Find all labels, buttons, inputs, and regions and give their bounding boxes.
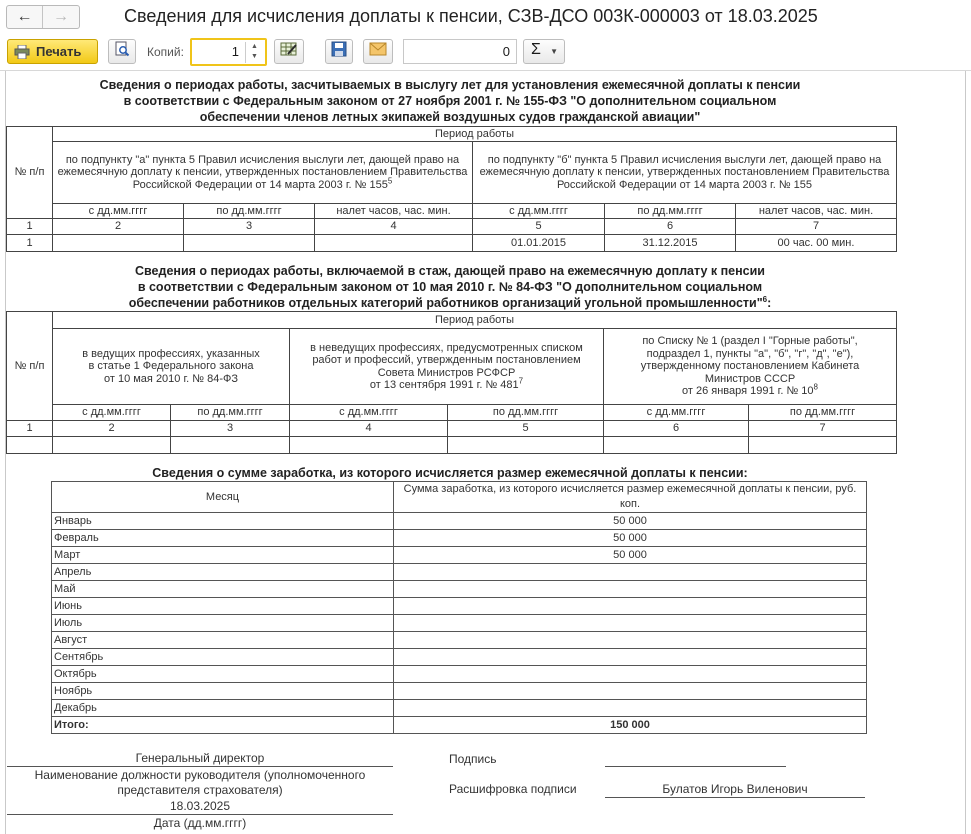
section1-group-a-text: по подпункту "а" пункта 5 Правил исчисления выслуги лет, дающей право на ежемесячную доплату к пенсии, утвержденных постановлением Правительства Российской Федерации от 14 марта 2003 г. № 155 bbox=[57, 153, 468, 191]
table-row bbox=[52, 530, 867, 547]
save-icon bbox=[331, 41, 347, 62]
sum-field[interactable]: 0 bbox=[403, 39, 517, 64]
section2-group-b-line: в неведущих профессиях, предусмотренных списком bbox=[310, 341, 583, 354]
section1-col-number: 4 bbox=[315, 219, 473, 235]
table-row bbox=[7, 437, 897, 454]
table-cell bbox=[53, 235, 184, 252]
section1-title-line2: в соответствии с Федеральным законом от 27 ноября 2001 г. № 155-ФЗ "О дополнительном социальном bbox=[123, 94, 777, 108]
month-cell: Январь bbox=[52, 513, 394, 530]
document-area[interactable] bbox=[0, 70, 971, 833]
section2-group-c bbox=[604, 329, 897, 405]
decode-underline bbox=[605, 797, 865, 798]
sum-cell bbox=[394, 632, 867, 649]
month-cell: Октябрь bbox=[52, 666, 394, 683]
section2-col-label: по дд.мм.гггг bbox=[171, 405, 290, 421]
section2-num-header: № п/п bbox=[7, 312, 53, 421]
section2-period-header: Период работы bbox=[53, 312, 897, 329]
month-cell: Апрель bbox=[52, 564, 394, 581]
toolbar bbox=[0, 36, 971, 70]
section2-group-a-line: в статье 1 Федерального закона bbox=[88, 360, 254, 373]
section2-group-a-line: от 10 мая 2010 г. № 84-ФЗ bbox=[103, 372, 239, 385]
save-button[interactable] bbox=[325, 39, 353, 64]
date-value: 18.03.2025 bbox=[169, 799, 231, 813]
table-cell: 01.01.2015 bbox=[473, 235, 605, 252]
section2-group-b-line bbox=[292, 376, 601, 392]
month-cell: Июнь bbox=[52, 598, 394, 615]
copies-spinner[interactable]: ▲ ▼ bbox=[245, 42, 263, 63]
section1-col-label: по дд.мм.гггг bbox=[184, 204, 315, 219]
table-row bbox=[52, 581, 867, 598]
sum-cell bbox=[394, 581, 867, 598]
section2-group-b-note: 7 bbox=[518, 376, 524, 386]
section2-group-c-line: подраздел 1, пункты "а", "б", "г", "д", "е"), bbox=[646, 347, 854, 360]
month-cell: Июль bbox=[52, 615, 394, 632]
section3-title: Сведения о сумме заработка, из которого исчисляется размер ежемесячной доплаты к пенсии: bbox=[152, 466, 748, 480]
section1-num-header: № п/п bbox=[7, 127, 53, 219]
section1-col-number: 1 bbox=[7, 219, 53, 235]
table-row bbox=[52, 666, 867, 683]
month-cell: Май bbox=[52, 581, 394, 598]
sum-cell bbox=[394, 598, 867, 615]
date-caption: Дата (дд.мм.гггг) bbox=[153, 816, 247, 830]
printer-icon bbox=[14, 45, 30, 59]
section2-group-b bbox=[290, 329, 604, 405]
sum-cell: 50 000 bbox=[394, 547, 867, 564]
preview-icon bbox=[114, 41, 130, 62]
table-row bbox=[7, 235, 897, 252]
table-row bbox=[52, 615, 867, 632]
section2-col-number: 5 bbox=[448, 421, 604, 437]
section1-group-a bbox=[53, 142, 473, 204]
section1-col-number: 6 bbox=[605, 219, 736, 235]
section1-group-a-note: 5 bbox=[387, 176, 393, 186]
section1-col-number: 7 bbox=[736, 219, 897, 235]
section1-col-number: 3 bbox=[184, 219, 315, 235]
navigation-buttons bbox=[6, 5, 80, 29]
sign-label: Подпись bbox=[449, 752, 497, 766]
section2-group-b-line: работ и профессий, утвержденным постановлением bbox=[312, 354, 581, 366]
section2-group-c-note: 8 bbox=[813, 382, 818, 392]
section2-title-line1: Сведения о периодах работы, включаемой в стаж, дающей право на ежемесячную доплату к пенсии bbox=[135, 264, 765, 278]
table-row bbox=[52, 598, 867, 615]
sum-header: Сумма заработка, из которого исчисляется размер ежемесячной доплаты к пенсии, руб. коп. bbox=[394, 482, 867, 513]
section1-col-label: с дд.мм.гггг bbox=[473, 204, 605, 219]
section2-title-note: 6 bbox=[762, 294, 768, 304]
month-cell: Февраль bbox=[52, 530, 394, 547]
section2-group-a-line: в ведущих профессиях, указанных bbox=[82, 347, 260, 360]
copies-value: 1 bbox=[231, 44, 239, 59]
month-cell: Декабрь bbox=[52, 700, 394, 717]
title-bar bbox=[0, 0, 971, 36]
forward-arrow-icon: → bbox=[53, 8, 69, 25]
chevron-down-icon: ▼ bbox=[550, 47, 558, 56]
month-cell: Сентябрь bbox=[52, 649, 394, 666]
decode-value: Булатов Игорь Виленович bbox=[662, 782, 808, 796]
decode-label: Расшифровка подписи bbox=[449, 782, 577, 796]
sum-cell bbox=[394, 666, 867, 683]
table-row bbox=[52, 649, 867, 666]
section1-col-label: с дд.мм.гггг bbox=[53, 204, 184, 219]
salary-table bbox=[51, 481, 867, 734]
window-title: Сведения для исчисления доплаты к пенсии, СЗВ-ДСО 003К-000003 от 18.03.2025 bbox=[124, 6, 818, 26]
section2-col-label: с дд.мм.гггг bbox=[53, 405, 171, 421]
section1-col-label: по дд.мм.гггг bbox=[605, 204, 736, 219]
position-underline bbox=[7, 766, 393, 767]
section1-title-line1: Сведения о периодах работы, засчитываемых в выслугу лет для установления ежемесячной доплаты к пенсии bbox=[99, 78, 801, 92]
section1-col-number: 5 bbox=[473, 219, 605, 235]
sum-cell bbox=[394, 564, 867, 581]
section2-title-line2: в соответствии с Федеральным законом от 10 мая 2010 г. № 84-ФЗ "О дополнительном социальном bbox=[137, 280, 763, 294]
section2-group-a bbox=[53, 329, 290, 405]
section2-col-number: 3 bbox=[171, 421, 290, 437]
month-cell: Ноябрь bbox=[52, 683, 394, 700]
sign-underline bbox=[605, 766, 786, 767]
section2-col-number: 6 bbox=[604, 421, 749, 437]
copies-label: Копий: bbox=[147, 45, 184, 59]
month-cell: Август bbox=[52, 632, 394, 649]
section1-title bbox=[0, 77, 900, 125]
section1-period-header: Период работы bbox=[53, 127, 897, 142]
sum-cell bbox=[394, 700, 867, 717]
email-icon bbox=[369, 42, 387, 61]
sum-cell: 50 000 bbox=[394, 530, 867, 547]
sum-cell: 50 000 bbox=[394, 513, 867, 530]
month-cell: Март bbox=[52, 547, 394, 564]
section2-group-c-line: по Списку № 1 (раздел I "Горные работы", bbox=[642, 335, 858, 348]
total-row bbox=[52, 717, 867, 734]
section2-title bbox=[0, 263, 900, 311]
table-cell bbox=[315, 235, 473, 252]
print-button[interactable] bbox=[7, 39, 98, 64]
table-cell bbox=[290, 437, 448, 454]
copies-field[interactable] bbox=[190, 38, 267, 66]
table-cell bbox=[448, 437, 604, 454]
section1-table bbox=[6, 126, 897, 252]
section2-title-line3: обеспечении работников отдельных категорий работников организаций угольной промышленности"$^6$: bbox=[128, 294, 772, 310]
section2-col-label: по дд.мм.гггг bbox=[448, 405, 604, 421]
table-cell: 1 bbox=[7, 235, 53, 252]
forward-button[interactable] bbox=[43, 6, 79, 28]
document-right-border bbox=[965, 71, 966, 834]
section2-col-label: с дд.мм.гггг bbox=[290, 405, 448, 421]
table-cell bbox=[184, 235, 315, 252]
section2-group-b-line: Совета Министров РСФСР bbox=[377, 366, 516, 379]
table-cell bbox=[749, 437, 897, 454]
section1-title-line3: обеспечении членов летных экипажей воздушных судов гражданской авиации" bbox=[199, 110, 701, 124]
date-underline bbox=[7, 814, 393, 815]
sigma-icon: Σ bbox=[531, 41, 541, 58]
section1-group-b: по подпункту "б" пункта 5 Правил исчисления выслуги лет, дающей право на ежемесячную доплату к пенсии, утвержденных постановлением Правительства Российской Федерации от 14 марта 2003 г. № 155 bbox=[473, 142, 897, 204]
section2-col-number: 7 bbox=[749, 421, 897, 437]
table-cell bbox=[7, 437, 53, 454]
section2-title-line3-text: обеспечении работников отдельных категорий работников организаций угольной промышленности" bbox=[128, 296, 763, 310]
section2-group-c-line: утвержденному постановлением Кабинета bbox=[640, 360, 860, 373]
back-arrow-icon: ← bbox=[16, 8, 33, 25]
sum-cell bbox=[394, 615, 867, 632]
table-row bbox=[52, 547, 867, 564]
table-cell bbox=[53, 437, 171, 454]
edit-table-button[interactable] bbox=[274, 39, 304, 64]
edit-table-icon bbox=[280, 41, 298, 62]
sum-function-button[interactable] bbox=[523, 39, 565, 64]
table-row bbox=[52, 564, 867, 581]
position-caption: Наименование должности руководителя (уполномоченного представителя страхователя) bbox=[34, 768, 366, 797]
total-value: 150 000 bbox=[394, 717, 867, 734]
section2-col-number: 1 bbox=[7, 421, 53, 437]
section2-col-number: 2 bbox=[53, 421, 171, 437]
table-cell bbox=[604, 437, 749, 454]
back-button[interactable] bbox=[7, 6, 43, 28]
print-button-label: Печать bbox=[36, 44, 82, 59]
section1-col-label: налет часов, час. мин. bbox=[736, 204, 897, 219]
section1-col-number: 2 bbox=[53, 219, 184, 235]
table-cell: 00 час. 00 мин. bbox=[736, 235, 897, 252]
section2-group-c-line bbox=[606, 382, 894, 398]
table-cell: 31.12.2015 bbox=[605, 235, 736, 252]
preview-button[interactable] bbox=[108, 39, 136, 64]
section2-col-number: 4 bbox=[290, 421, 448, 437]
section2-table bbox=[6, 311, 897, 454]
sum-cell bbox=[394, 649, 867, 666]
sum-cell bbox=[394, 683, 867, 700]
table-row bbox=[52, 700, 867, 717]
section2-group-c-line: Министров СССР bbox=[704, 372, 796, 385]
table-row bbox=[52, 513, 867, 530]
section2-group-c-line-text: от 26 января 1991 г. № 10 bbox=[682, 385, 814, 398]
table-row bbox=[52, 683, 867, 700]
section2-group-b-line-text: от 13 сентября 1991 г. № 481 bbox=[369, 379, 519, 391]
table-cell bbox=[171, 437, 290, 454]
section2-col-label: по дд.мм.гггг bbox=[749, 405, 897, 421]
month-header: Месяц bbox=[52, 482, 394, 513]
position-value: Генеральный директор bbox=[135, 751, 265, 765]
total-label: Итого: bbox=[52, 717, 394, 734]
email-button[interactable] bbox=[363, 39, 393, 64]
table-row bbox=[52, 632, 867, 649]
section1-col-label: налет часов, час. мин. bbox=[315, 204, 473, 219]
section2-col-label: с дд.мм.гггг bbox=[604, 405, 749, 421]
